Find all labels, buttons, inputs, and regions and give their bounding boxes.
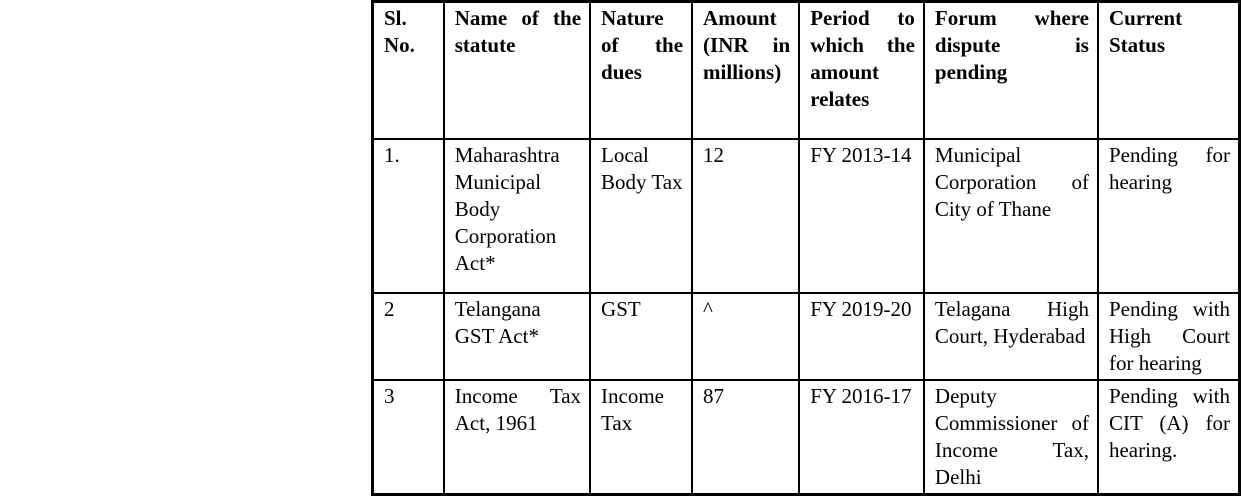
cell-row3-period: FY 2016-17 <box>799 380 924 495</box>
header-forum: Forum where dispute is pending <box>924 2 1098 139</box>
cell-row1-statute: Maharashtra Municipal Body Corporation Act* <box>444 139 590 293</box>
header-serial-number: Sl. No. <box>373 2 444 139</box>
cell-row2-status: Pending with High Court for hearing <box>1098 293 1240 380</box>
header-amount: Amount (INR in millions) <box>692 2 799 139</box>
cell-row2-forum: Telagana High Court, Hyderabad <box>924 293 1098 380</box>
cell-row2-statute: Telangana GST Act* <box>444 293 590 380</box>
cell-row1-serial: 1. <box>373 139 444 293</box>
header-nature-of-dues: Nature of the dues <box>590 2 692 139</box>
cell-row2-nature: GST <box>590 293 692 380</box>
header-name-of-statute: Name of the statute <box>444 2 590 139</box>
cell-row2-amount: ^ <box>692 293 799 380</box>
cell-row1-period: FY 2013-14 <box>799 139 924 293</box>
table-row <box>373 380 1240 495</box>
header-current-status: Current Status <box>1098 2 1240 139</box>
cell-row3-nature: Income Tax <box>590 380 692 495</box>
statutory-dues-table <box>371 0 1241 496</box>
table-row <box>373 139 1240 293</box>
cell-row1-status: Pending for hearing <box>1098 139 1240 293</box>
cell-row3-status: Pending with CIT (A) for hearing. <box>1098 380 1240 495</box>
cell-row3-amount: 87 <box>692 380 799 495</box>
cell-row1-amount: 12 <box>692 139 799 293</box>
cell-row3-serial: 3 <box>373 380 444 495</box>
header-period: Period to which the amount relates <box>799 2 924 139</box>
cell-row1-forum: Municipal Corporation of City of Thane <box>924 139 1098 293</box>
cell-row1-nature: Local Body Tax <box>590 139 692 293</box>
table-header-row <box>373 2 1240 139</box>
cell-row3-statute: Income Tax Act, 1961 <box>444 380 590 495</box>
cell-row2-period: FY 2019-20 <box>799 293 924 380</box>
cell-row2-serial: 2 <box>373 293 444 380</box>
cell-row3-forum: Deputy Commissioner of Income Tax, Delhi <box>924 380 1098 495</box>
table-row <box>373 293 1240 380</box>
